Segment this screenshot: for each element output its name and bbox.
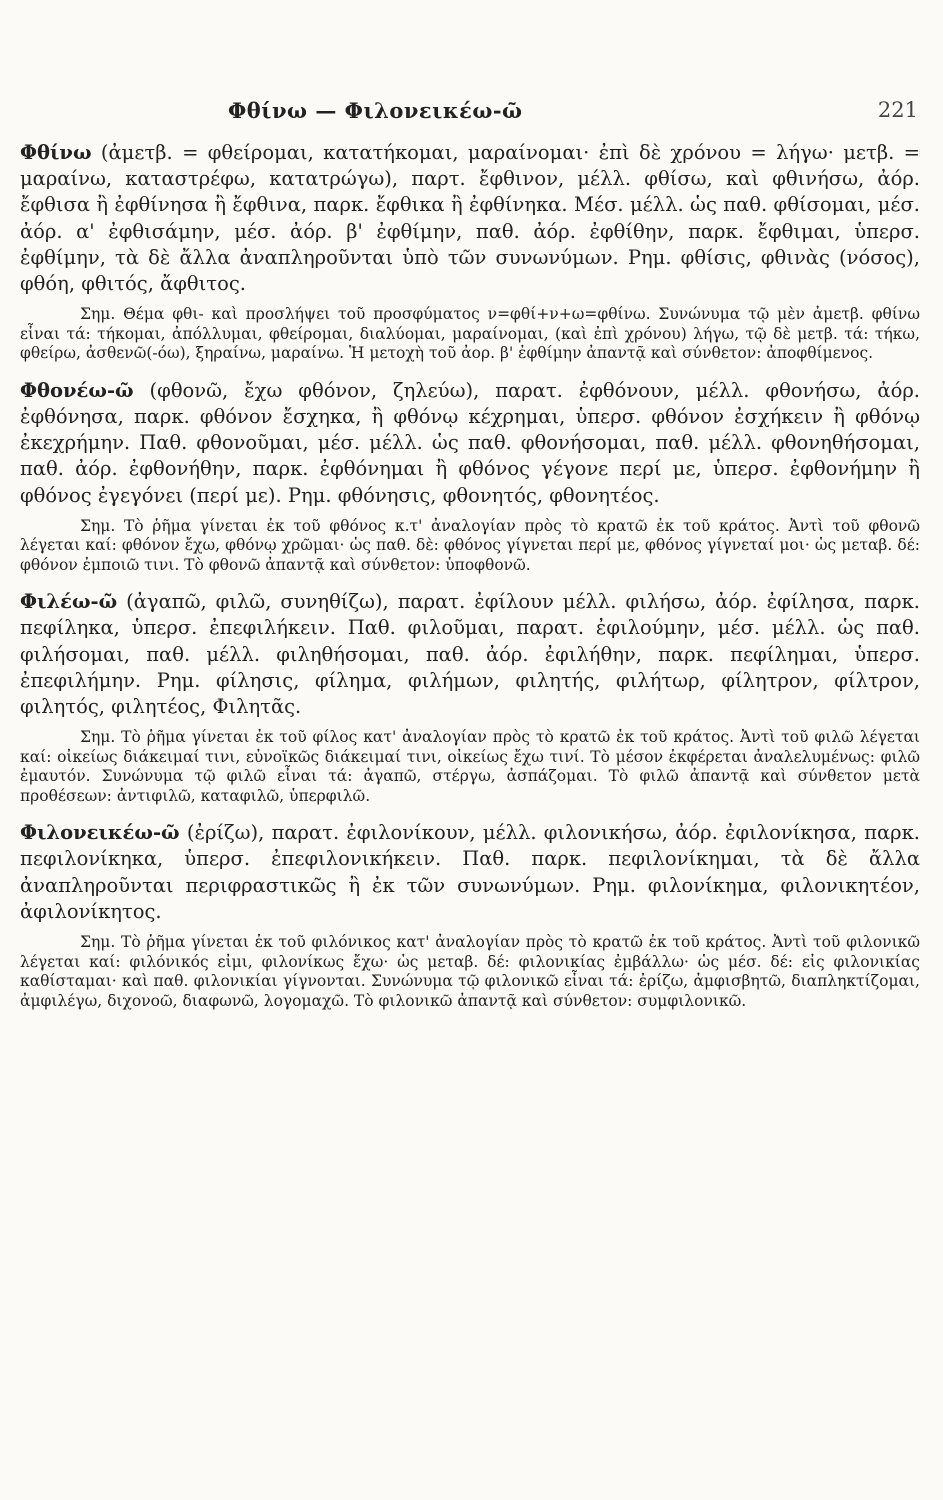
headword: Φθίνω bbox=[20, 141, 92, 164]
entry-phileo bbox=[20, 589, 920, 720]
page-number: 221 bbox=[877, 98, 918, 122]
entry-note: Σημ. Τὸ ῥῆμα γίνεται ἐκ τοῦ φιλόνικος κατ' ἀναλογίαν πρὸς τὸ κρατῶ ἐκ τοῦ κράτος. Ἀντὶ τοῦ φιλονικῶ λέγεται καί: φιλόνικός εἰμι, φιλονίκως ἔχω· ὡς μεταβ. δέ: φιλονικίας ἐμβάλλω· ὡς μέσ. δέ: εἰς φιλονικίας καθίσταμαι· καὶ παθ. φιλονικίαι γίγνονται. Συνώνυμα τῷ φιλονικῶ εἶναι τά: ἐρίζω, ἀμφισβητῶ, διαπληκτίζομαι, ἀμφιλέγω, διχονοῶ, διαφωνῶ, λογομαχῶ. Τὸ φιλονικῶ ἀπαντᾷ καὶ σύνθετον: συμφιλονικῶ. bbox=[20, 933, 920, 1010]
running-head: Φθίνω — Φιλονεικέω-ῶ bbox=[228, 98, 523, 123]
entry-note: Σημ. Τὸ ῥῆμα γίνεται ἐκ τοῦ φθόνος κ.τ' ἀναλογίαν πρὸς τὸ κρατῶ ἐκ τοῦ κράτος. Ἀντὶ τοῦ φθονῶ λέγεται καί: φθόνον ἔχω, φθόνῳ χρῶμαι· ὡς παθ. δὲ: φθόνος γίγνεται περί με, φθόνος γίγνεταί μοι· ὡς μεταβ. δέ: φθόνον ἐμποιῶ τινι. Τὸ φθονῶ ἀπαντᾷ καὶ σύνθετον: ὑποφθονῶ. bbox=[20, 516, 920, 574]
page-content bbox=[20, 140, 920, 1025]
entry-note: Σημ. Θέμα φθι- καὶ προσλήψει τοῦ προσφύματος ν=φθί+ν+ω=φθίνω. Συνώνυμα τῷ μὲν ἀμετβ. φθίνω εἶναι τά: τήκομαι, ἀπόλλυμαι, φθείρομαι, διαλύομαι, μαραίνομαι, (καὶ ἐπὶ χρόνου) λήγω, τῷ δὲ μετβ. τά: τήκω, φθείρω, ἀσθενῶ(-όω), ξηραίνω, μαραίνω. Ἡ μετοχὴ τοῦ ἀορ. β' ἐφθίμην ἀπαντᾷ καὶ σύνθετον: ἀποφθίμενος. bbox=[20, 305, 920, 363]
entry-note: Σημ. Τὸ ῥῆμα γίνεται ἐκ τοῦ φίλος κατ' ἀναλογίαν πρὸς τὸ κρατῶ ἐκ τοῦ κράτος. Ἀντὶ τοῦ φιλῶ λέγεται καί: οἰκείως διάκειμαί τινι, εὐνοϊκῶς διάκειμαί τινι, οἰκείως ἔχω τινί. Τὸ μέσον ἐκφέρεται ἀναλελυμένως: φιλῶ ἐμαυτόν. Συνώνυμα τῷ φιλῶ εἶναι τά: ἀγαπῶ, στέργω, ἀσπάζομαι. Τὸ φιλῶ ἀπαντᾷ καὶ σύνθετον μετὰ προθέσεων: ἀντιφιλῶ, καταφιλῶ, ὑπερφιλῶ. bbox=[20, 728, 920, 805]
entry-philoneikeo bbox=[20, 820, 920, 925]
entry-body: (ἐρίζω), παρατ. ἐφιλονίκουν, μέλλ. φιλονικήσω, ἀόρ. ἐφιλονίκησα, παρκ. πεφιλονίκηκα, ὑπερσ. ἐπεφιλονικήκειν. Παθ. παρκ. πεφιλονίκημαι, τὰ δὲ ἄλλα ἀναπληροῦνται περιφραστικῶς ἢ ἐκ τῶν συνωνύμων. Ρημ. φιλονίκημα, φιλονικητέον, ἀφιλονίκητος. bbox=[20, 821, 920, 923]
page-header bbox=[0, 98, 943, 134]
headword: Φθονέω-ῶ bbox=[20, 378, 134, 402]
headword: Φιλονεικέω-ῶ bbox=[20, 821, 180, 845]
entry-fthoneo bbox=[20, 378, 920, 509]
headword: Φιλέω-ῶ bbox=[20, 590, 118, 614]
entry-fthino bbox=[20, 140, 920, 297]
entry-body: (ἀγαπῶ, φιλῶ, συνηθίζω), παρατ. ἐφίλουν μέλλ. φιλήσω, ἀόρ. ἐφίλησα, παρκ. πεφίληκα, ὑπερσ. ἐπεφιλήκειν. Παθ. φιλοῦμαι, παρατ. ἐφιλούμην, μέσ. μέλλ. ὡς παθ. φιλήσομαι, παθ. μέλλ. φιληθήσομαι, παθ. ἀόρ. ἐφιλήθην, παρκ. πεφίλημαι, ὑπερσ. ἐπεφιλήμην. Ρημ. φίλησις, φίλημα, φιλήμων, φιλητής, φιλήτωρ, φίλητρον, φίλτρον, φιλητός, φιλητέος, Φιλητᾶς. bbox=[20, 590, 920, 719]
entry-body: (ἀμετβ. = φθείρομαι, κατατήκομαι, μαραίνομαι· ἐπὶ δὲ χρόνου = λήγω· μετβ. = μαραίνω, καταστρέφω, κατατρώγω), παρτ. ἔφθινον, μέλλ. φθίσω, καὶ φθινήσω, ἀόρ. ἔφθισα ἢ ἐφθίνησα ἢ ἔφθινα, παρκ. ἔφθικα ἢ ἐφθίνηκα. Μέσ. μέλλ. ὡς παθ. φθίσομαι, μέσ. ἀόρ. α' ἐφθισάμην, μέσ. ἀόρ. β' ἐφθίμην, παθ. ἀόρ. ἐφθίθην, παρκ. ἔφθιμαι, ὑπερσ. ἐφθίμην, τὰ δὲ ἄλλα ἀναπληροῦνται ὑπὸ τῶν συνωνύμων. Ρημ. φθίσις, φθινὰς (νόσος), φθόη, φθιτός, ἄφθιτος. bbox=[20, 141, 920, 296]
entry-body: (φθονῶ, ἔχω φθόνον, ζηλεύω), παρατ. ἐφθόνουν, μέλλ. φθονήσω, ἀόρ. ἐφθόνησα, παρκ. φθόνον ἔσχηκα, ἢ φθόνῳ κέχρημαι, ὑπερσ. φθόνον ἐσχήκειν ἢ φθόνῳ ἐκεχρήμην. Παθ. φθονοῦμαι, μέσ. μέλλ. ὡς παθ. φθονήσομαι, παθ. μέλλ. φθονηθήσομαι, παθ. ἀόρ. ἐφθονήθην, παρκ. ἐφθόνημαι ἢ φθόνος γέγονε περί με, ὑπερσ. ἐφθονήμην ἢ φθόνος ἐγεγόνει (περί με). Ρημ. φθόνησις, φθονητός, φθονητέος. bbox=[20, 378, 920, 507]
